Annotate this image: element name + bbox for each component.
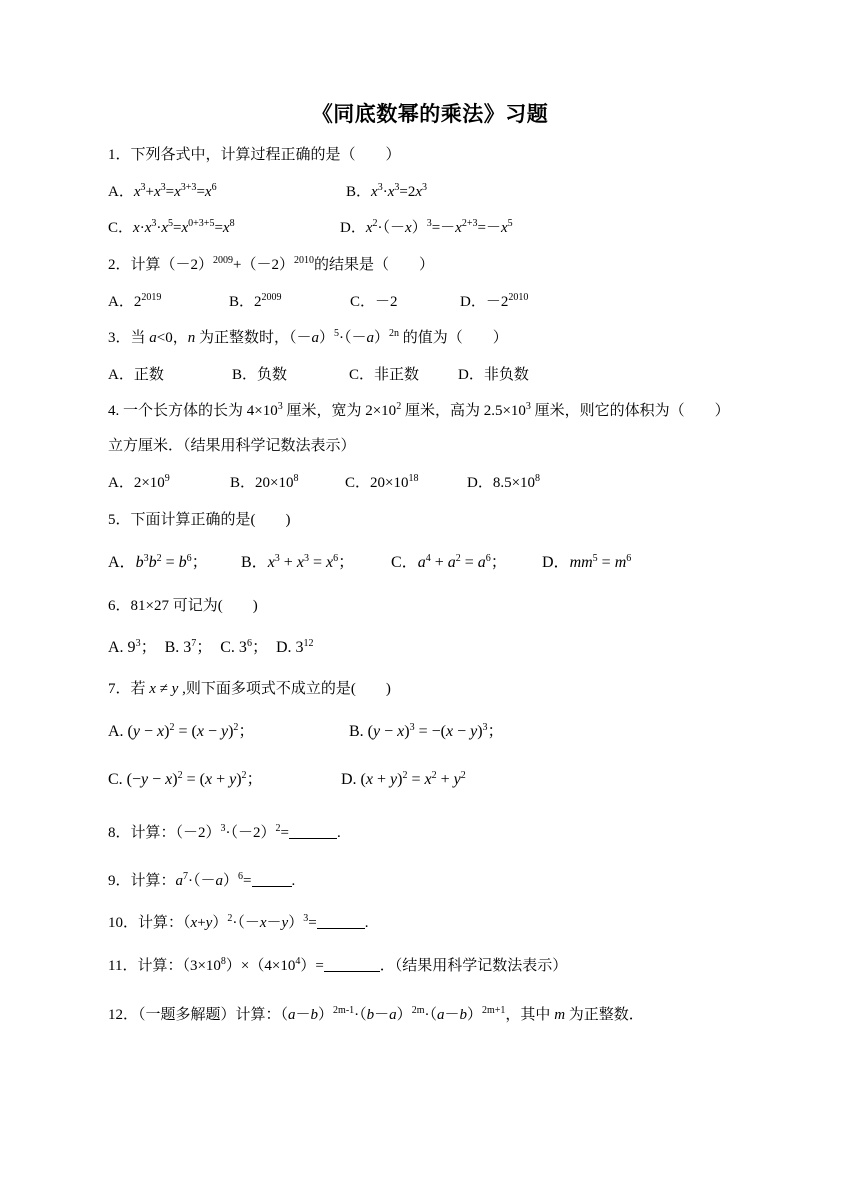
q5-option-b: B．$x^3 + x^3 = x^6$； <box>241 553 355 571</box>
q3-option-c: C．非正数 <box>349 367 420 383</box>
q1-option-a: A．$x^3+x^3=x^{3+3}=x^6$ <box>108 182 217 200</box>
q4-option-b: B．$20\times 10^8$ <box>230 473 299 491</box>
q5-option-c: C．$a^4 + a^2 = a^6$； <box>391 553 507 571</box>
q4-option-a: A．$2\times 10^9$ <box>108 473 170 491</box>
q3-option-a: A．正数 <box>108 367 164 383</box>
question-5-stem: 5．下面计算正确的是( ) <box>108 512 291 528</box>
q1-option-b: B．$x^3\cdot x^3=2x^3$ <box>346 182 427 200</box>
question-4-stem: 4. 一个长方体的长为 $4\times 10^3$ 厘米，宽为 $2\times 10^2$ 厘米，高为 $2.5\times 10^3$ 厘米，则它的体积为（ ） <box>108 401 730 419</box>
q2-option-b: B．$2^{2009}$ <box>229 292 282 310</box>
q4-option-c: C．$20\times 10^{18}$ <box>345 473 419 491</box>
q7-option-c: C. $(-y - x)^2 = (x + y)^2$； <box>108 770 263 788</box>
question-11: 11．计算：$(3\times 10^8)\times(4\times 10^4)=$ ．（结果用科学记数法表示） <box>108 956 568 974</box>
q4-option-d: D．$8.5\times 10^8$ <box>467 473 541 491</box>
page-title: 《同底数幂的乘法》习题 <box>311 102 549 126</box>
q7-option-b: B. $(y - x)^3 = -(x - y)^3$； <box>349 722 504 740</box>
answer-blank[interactable] <box>252 872 292 887</box>
answer-blank[interactable] <box>324 957 380 972</box>
q6-options-text: A. $9^3$； B. $3^7$； C. $3^6$； D. $3^{12}$ <box>108 638 314 656</box>
q3-option-b: B．负数 <box>232 367 288 383</box>
question-12: 12．（一题多解题）计算：$(a-b)^{2m-1}\cdot(b-a)^{2m}\cdot(a-b)^{2m+1}$，其中 m 为正整数． <box>108 1005 644 1023</box>
q2-option-d: D．$-2^{2010}$ <box>460 292 529 310</box>
q7-option-a: A. $(y - x)^2 = (x - y)^2$； <box>108 722 255 740</box>
answer-blank[interactable] <box>317 914 365 929</box>
question-4-stem-line2: 立方厘米．（结果用科学记数法表示） <box>108 438 356 454</box>
q3-option-d: D．非负数 <box>458 367 529 383</box>
question-3-stem: 3．当 a<0，n 为正整数时，$(-a)^5\cdot(-a)^{2n}$ 的值为（ ） <box>108 328 508 346</box>
question-6-stem: 6．81×27 可记为( ) <box>108 598 258 614</box>
q7-option-d: D. $(x + y)^2 = x^2 + y^2$ <box>341 770 466 788</box>
q2-option-c: C．－2 <box>350 294 398 310</box>
question-10: 10．计算：$(x+y)^2\cdot(-x-y)^3=$ . <box>108 913 369 931</box>
q2-option-a: A．$2^{2019}$ <box>108 292 162 310</box>
question-1-stem: 1．下列各式中，计算过程正确的是（ ） <box>108 147 401 163</box>
q5-option-d: D．$mm^5 = m^6$ <box>542 553 632 571</box>
question-2-stem: 2．计算$(-2)^{2009}+(-2)^{2010}$的结果是（ ） <box>108 255 434 273</box>
q1-option-d: D．$x^2\cdot(-x)^3=-x^{2+3}=-x^5$ <box>340 218 513 236</box>
q5-option-a: A．$b^3b^2 = b^6$； <box>108 553 208 571</box>
answer-blank[interactable] <box>289 824 337 839</box>
q1-option-c: C．$x\cdot x^3\cdot x^5=x^{0+3+5}=x^8$ <box>108 218 235 236</box>
question-7-stem: 7．若 x ≠ y ,则下面多项式不成立的是( ) <box>108 681 391 697</box>
question-9: 9．计算：$a^7\cdot(-a)^6=$ . <box>108 871 296 889</box>
question-8: 8．计算：$(-2)^3\cdot(-2)^2=$ . <box>108 823 341 841</box>
